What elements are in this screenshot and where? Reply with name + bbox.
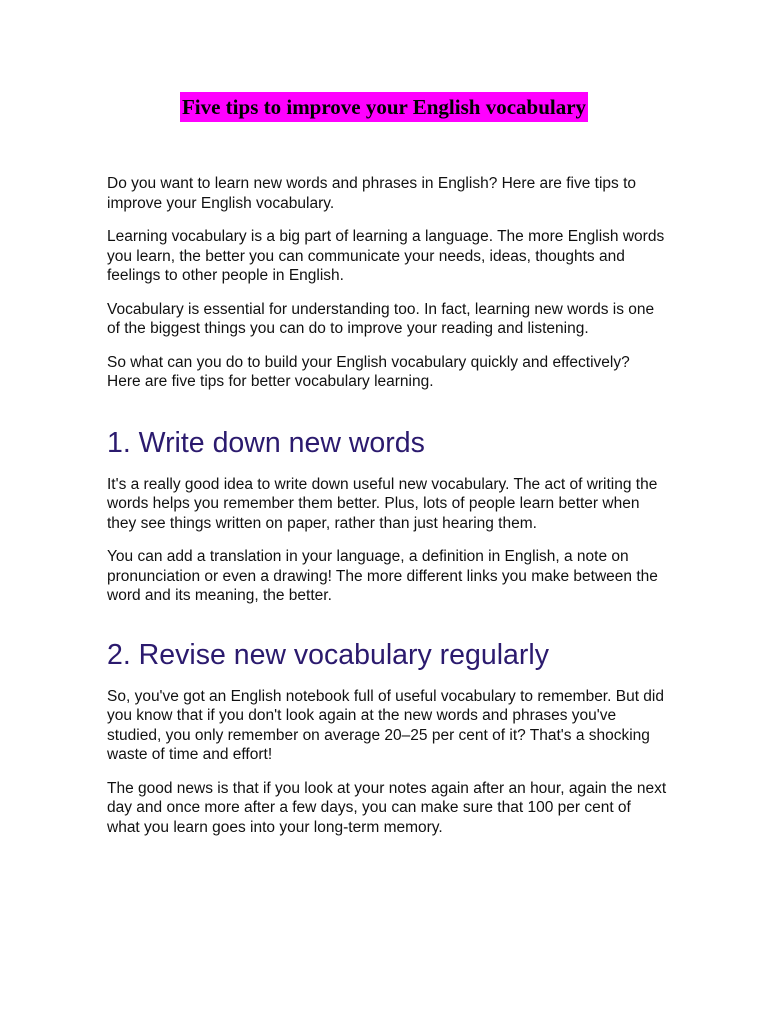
section-heading: 1. Write down new words (107, 426, 425, 459)
section-heading: 2. Revise new vocabulary regularly (107, 638, 549, 671)
intro-paragraph: Learning vocabulary is a big part of learning a language. The more English words you learn, the better you can communicate your needs, ideas, thoughts and feelings to other people in English. (107, 228, 665, 284)
section-paragraph: So, you've got an English notebook full of useful vocabulary to remember. But did you know that if you don't look again at the new words and phrases you've studied, you only remember on average 20–25 per cent of it? That's a shocking waste of time and effort! (107, 687, 664, 763)
intro-paragraph: Do you want to learn new words and phrases in English? Here are five tips to improve your English vocabulary. (107, 175, 637, 212)
section-paragraph: You can add a translation in your language, a definition in English, a note on pronunciation or even a drawing! The more different links you make between the word and its meaning, the better. (107, 548, 658, 604)
intro-paragraph: So what can you do to build your English vocabulary quickly and effectively? Here are five tips for better vocabulary learning. (107, 353, 630, 390)
section-paragraph: It's a really good idea to write down useful new vocabulary. The act of writing the words helps you remember them better. Plus, lots of people learn better when they see things written on paper, rather than just hearing them. (107, 475, 658, 532)
document-body (107, 174, 667, 851)
title-wrapper (0, 92, 768, 122)
intro-paragraph: Vocabulary is essential for understanding too. In fact, learning new words is one of the biggest things you can do to improve your reading and listening. (107, 300, 655, 337)
document-title: Five tips to improve your English vocabulary (180, 92, 588, 122)
section-paragraph: The good news is that if you look at your notes again after an hour, again the next day and once more after a few days, you can make sure that 100 per cent of what you learn goes into your long-term memory. (107, 779, 667, 836)
